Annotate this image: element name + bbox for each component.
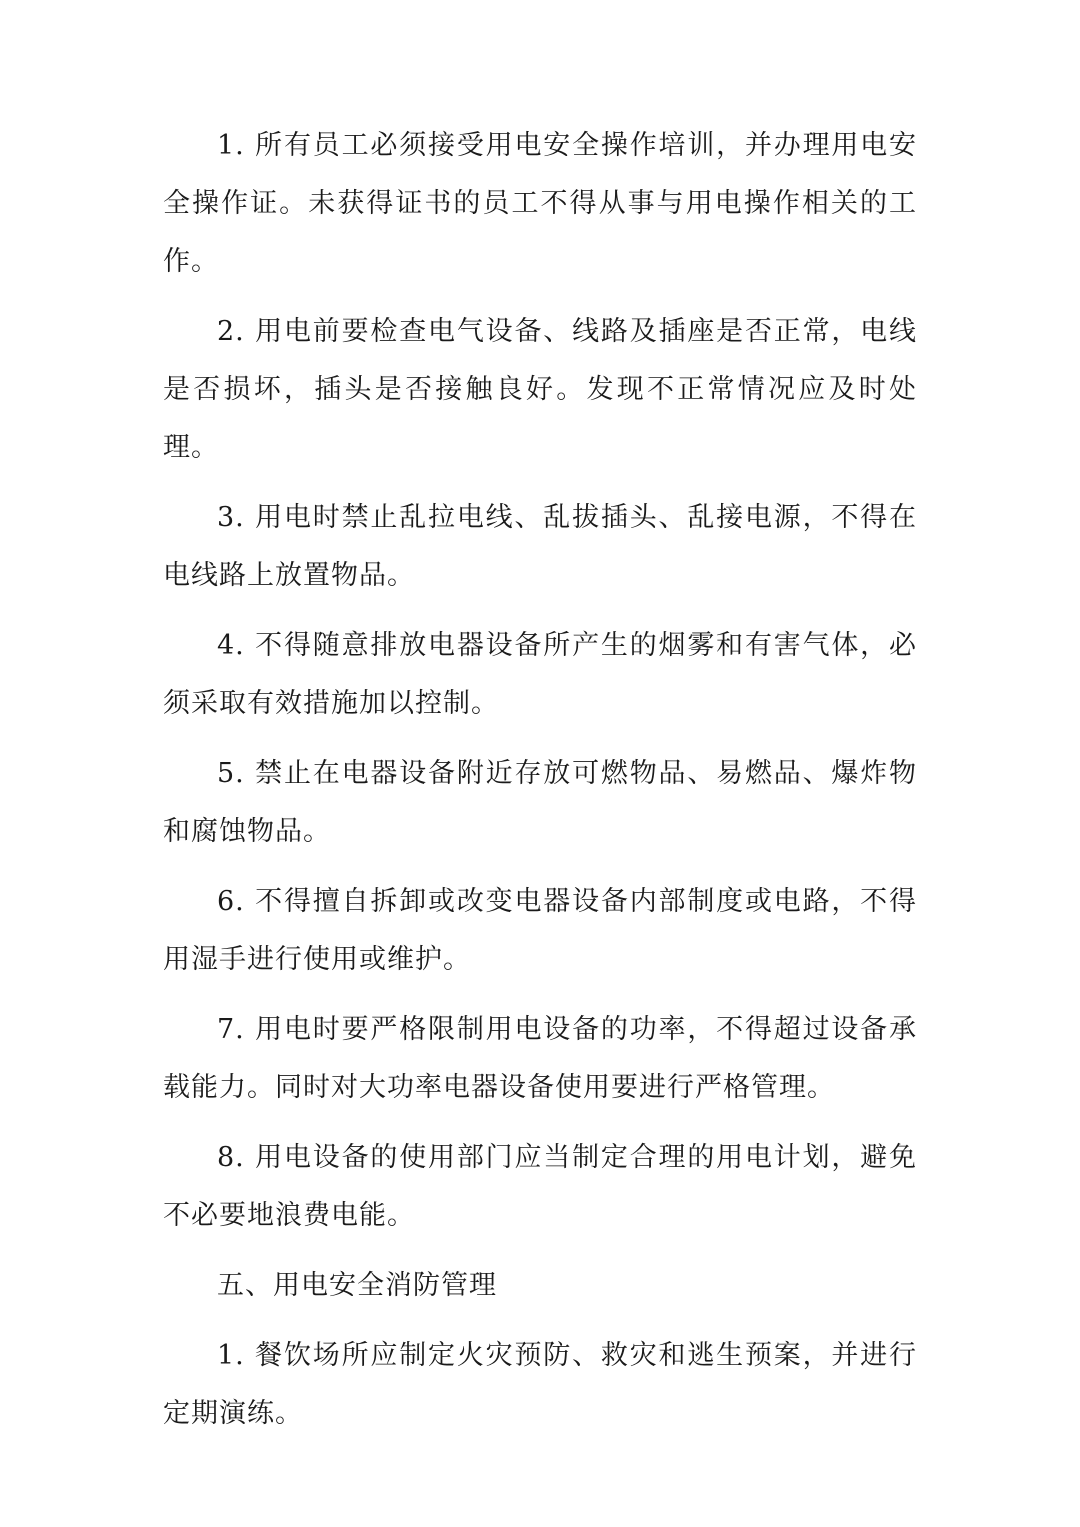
paragraph-fire-rule-1: 1. 餐饮场所应制定火灾预防、救灾和逃生预案，并进行定期演练。: [163, 1340, 917, 1429]
section-heading-fire-safety: 五、用电安全消防管理: [217, 1270, 497, 1301]
paragraph-rule-8: 8. 用电设备的使用部门应当制定合理的用电计划，避免不必要地浪费电能。: [163, 1142, 917, 1231]
paragraph-rule-7: 7. 用电时要严格限制用电设备的功率，不得超过设备承载能力。同时对大功率电器设备使用要进行严格管理。: [163, 1014, 917, 1103]
document-body: [163, 117, 917, 1455]
paragraph-rule-6: 6. 不得擅自拆卸或改变电器设备内部制度或电路，不得用湿手进行使用或维护。: [163, 886, 917, 975]
paragraph-rule-1: 1. 所有员工必须接受用电安全操作培训，并办理用电安全操作证。未获得证书的员工不得从事与用电操作相关的工作。: [163, 130, 917, 277]
paragraph-rule-2: 2. 用电前要检查电气设备、线路及插座是否正常，电线是否损坏，插头是否接触良好。发现不正常情况应及时处理。: [163, 316, 917, 463]
paragraph-rule-3: 3. 用电时禁止乱拉电线、乱拔插头、乱接电源，不得在电线路上放置物品。: [163, 502, 917, 591]
paragraph-rule-5: 5. 禁止在电器设备附近存放可燃物品、易燃品、爆炸物和腐蚀物品。: [163, 758, 917, 847]
paragraph-rule-4: 4. 不得随意排放电器设备所产生的烟雾和有害气体，必须采取有效措施加以控制。: [163, 630, 917, 719]
